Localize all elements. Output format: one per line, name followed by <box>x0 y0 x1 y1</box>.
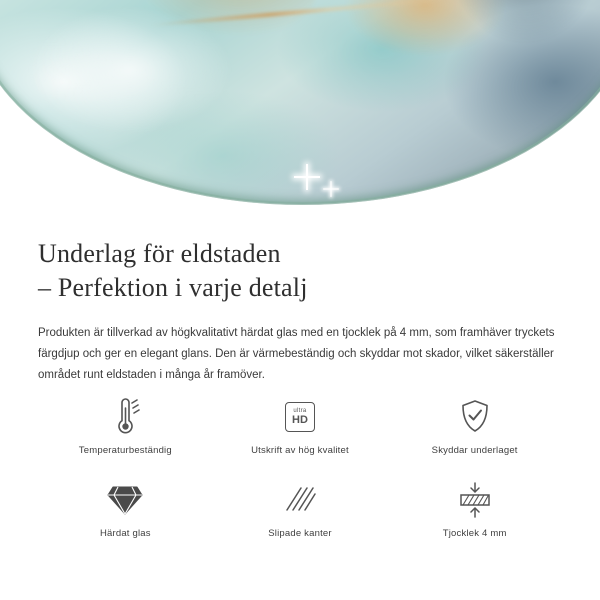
page-title <box>38 237 558 305</box>
feature-label: Skyddar underlaget <box>431 445 518 456</box>
feature-item <box>387 395 562 470</box>
ink-vein <box>10 0 250 145</box>
description-paragraph: Produkten är tillverkad av högkvalitativt härdat glas med en tjocklek på 4 mm, som framhäver tryckets färgdjup och ger en elegant glans. Den är värmebeständig och skyddar mot skador, vilket säkerställer området runt eldstaden i många år framöver. <box>38 327 555 381</box>
ultra-hd-badge-top: ultra <box>293 408 307 414</box>
feature-item <box>213 395 388 470</box>
thermometer-icon <box>108 395 142 439</box>
ultra-hd-badge-bottom: HD <box>292 414 308 426</box>
shield-check-icon <box>458 395 492 439</box>
ultra-hd-icon <box>285 395 315 439</box>
headline-line-2: – Perfektion i varje detalj <box>38 273 308 302</box>
feature-item <box>213 478 388 553</box>
thickness-icon <box>456 478 494 522</box>
diamond-icon <box>106 478 144 522</box>
text-content <box>0 215 600 386</box>
headline-line-1: Underlag för eldstaden <box>38 239 281 268</box>
feature-label: Slipade kanter <box>268 528 332 539</box>
feature-item <box>38 395 213 470</box>
hero-image <box>0 0 600 215</box>
feature-label: Temperaturbeständig <box>78 445 172 456</box>
feature-label: Utskrift av hög kvalitet <box>251 445 349 456</box>
feature-label: Tjocklek 4 mm <box>442 528 507 539</box>
marble-glass-plate-graphic <box>0 0 600 205</box>
feature-label: Härdat glas <box>99 528 151 539</box>
polished-edges-icon <box>281 478 319 522</box>
feature-item <box>38 478 213 553</box>
feature-grid <box>38 395 562 553</box>
feature-item <box>387 478 562 553</box>
